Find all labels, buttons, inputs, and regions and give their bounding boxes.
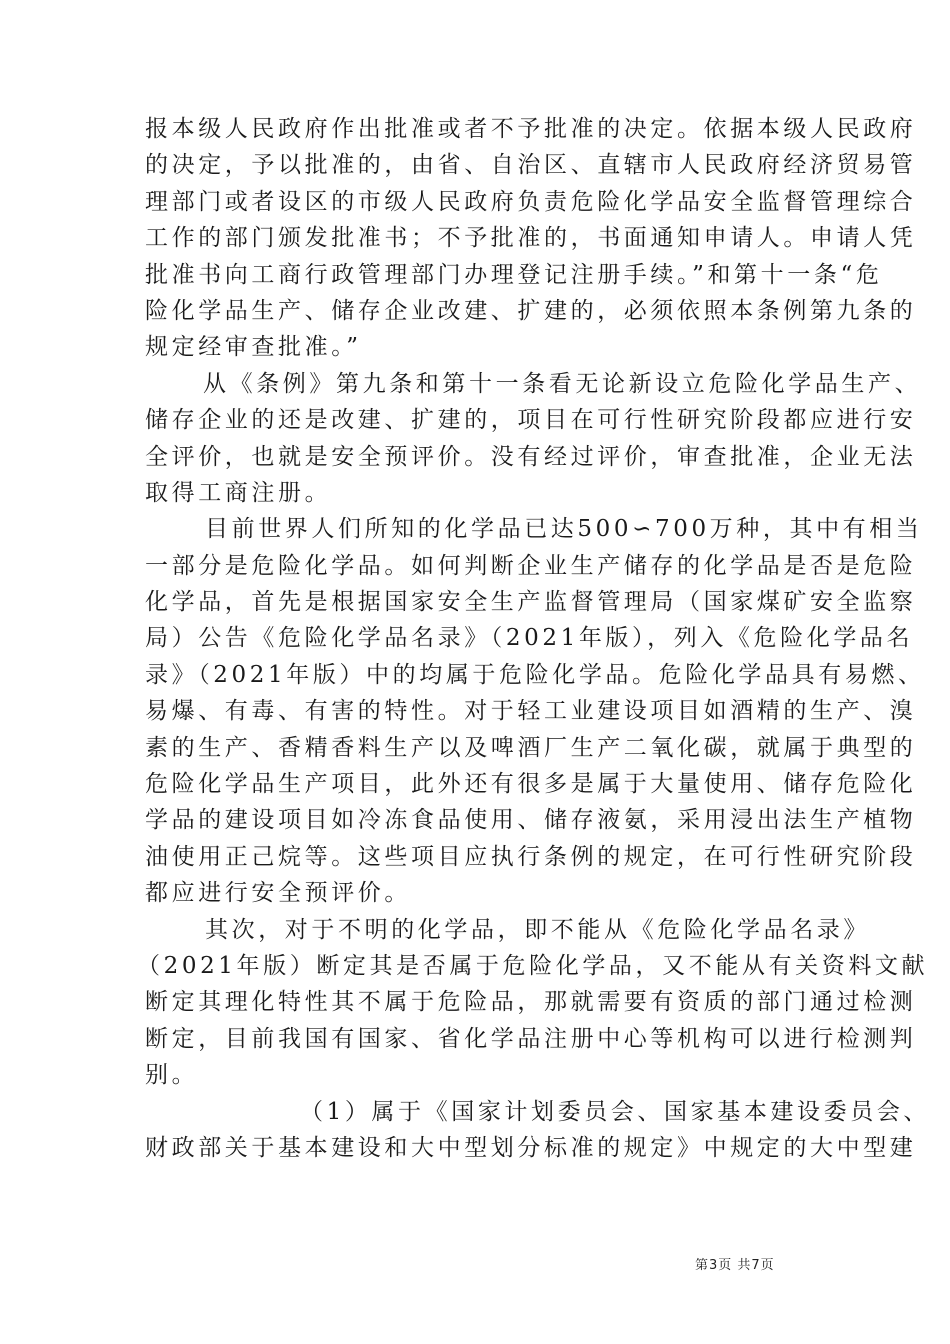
text-line: 理部门或者设区的市级人民政府负责危险化学品安全监督管理综合 (145, 188, 917, 215)
text-line: （1）属于《国家计划委员会、国家基本建设委员会、 (300, 1098, 931, 1125)
text-line: 储存企业的还是改建、扩建的，项目在可行性研究阶段都应进行安 (145, 407, 917, 434)
document-body (137, 111, 931, 1166)
text-line: 别。 (145, 1062, 199, 1089)
paragraph-1 (145, 111, 917, 366)
text-line: 断定，目前我国有国家、省化学品注册中心等机构可以进行检测判 (145, 1025, 917, 1052)
page-number: 第3页 共7页 (695, 1258, 775, 1273)
text-line: （2021年版）断定其是否属于危险化学品，又不能从有关资料文献 (137, 952, 929, 979)
text-line: 学品的建设项目如冷冻食品使用、储存液氨，采用浸出法生产植物 (145, 807, 917, 834)
text-line: 都应进行安全预评价。 (145, 880, 411, 907)
text-line: 局）公告《危险化学品名录》（2021年版），列入《危险化学品名 (145, 625, 914, 652)
paragraph-5 (145, 1094, 931, 1167)
text-line: 化学品，首先是根据国家安全生产监督管理局（国家煤矿安全监察 (145, 589, 917, 616)
text-line: 取得工商注册。 (145, 479, 332, 506)
text-line: 从《条例》第九条和第十一条看无论新设立危险化学品生产、 (203, 370, 922, 397)
text-line: 易爆、有毒、有害的特性。对于轻工业建设项目如酒精的生产、溴 (145, 698, 917, 725)
text-line: 断定其理化特性其不属于危险品，那就需要有资质的部门通过检测 (145, 989, 917, 1016)
text-line: 财政部关于基本建设和大中型划分标准的规定》中规定的大中型建 (145, 1134, 917, 1161)
text-line: 全评价，也就是安全预评价。没有经过评价，审查批准，企业无法 (145, 443, 917, 470)
text-line: 素的生产、香精香料生产以及啤酒厂生产二氧化碳，就属于典型的 (145, 734, 917, 761)
text-line: 油使用正己烷等。这些项目应执行条例的规定，在可行性研究阶段 (145, 843, 917, 870)
text-line: 规定经审查批准。” (145, 334, 362, 361)
paragraph-4 (137, 912, 929, 1094)
paragraph-3 (145, 511, 925, 911)
text-line: 目前世界人们所知的化学品已达500∽700万种，其中有相当 (205, 516, 923, 543)
text-line: 一部分是危险化学品。如何判断企业生产储存的化学品是否是危险 (145, 552, 917, 579)
text-line: 报本级人民政府作出批准或者不予批准的决定。依据本级人民政府 (145, 116, 917, 142)
text-line: 的决定，予以批准的，由省、自治区、直辖市人民政府经济贸易管 (145, 152, 917, 179)
paragraph-2 (145, 366, 922, 512)
text-line: 危险化学品生产项目，此外还有很多是属于大量使用、储存危险化 (145, 771, 917, 798)
text-line: 其次，对于不明的化学品，即不能从《危险化学品名录》 (205, 916, 870, 943)
text-line: 录》（2021年版）中的均属于危险化学品。危险化学品具有易燃、 (145, 661, 925, 688)
text-line: 工作的部门颁发批准书；不予批准的，书面通知申请人。申请人凭 (145, 225, 917, 252)
text-line: 险化学品生产、储存企业改建、扩建的，必须依照本条例第九条的 (145, 297, 917, 324)
text-line: 批准书向工商行政管理部门办理登记注册手续。”和第十一条“危 (145, 261, 883, 288)
